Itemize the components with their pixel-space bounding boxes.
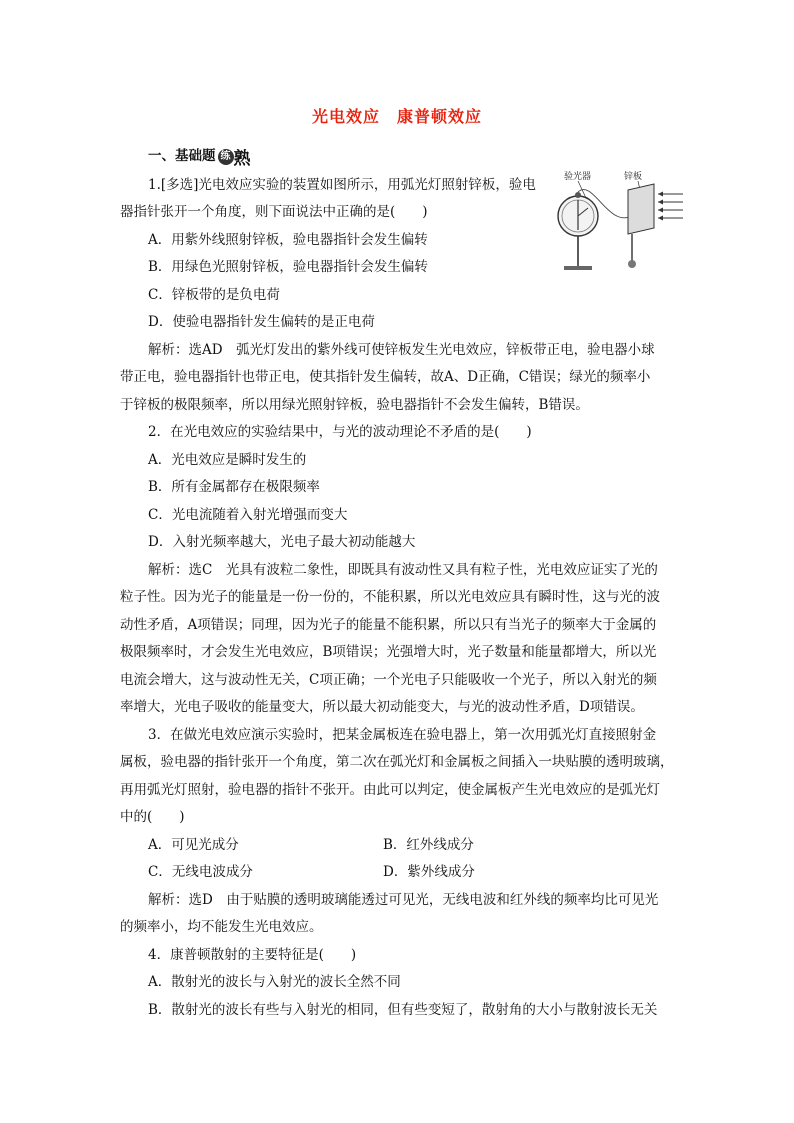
figure-label-electroscope: 验光器 bbox=[564, 171, 592, 181]
q3-analysis-line1: 解析：选D 由于贴膜的透明玻璃能透过可见光，无线电波和红外线的频率均比可见光 bbox=[148, 892, 659, 908]
q3-option-b: B．红外线成分 bbox=[383, 837, 474, 853]
q2-stem: 2．在光电效应的实验结果中，与光的波动理论不矛盾的是( ) bbox=[148, 424, 532, 440]
q4-option-b: B．散射光的波长有些与入射光的相同，但有些变短了，散射角的大小与散射波长无关 bbox=[148, 1002, 658, 1018]
zinc-plate-icon bbox=[628, 184, 654, 234]
q3-stem-line1: 3．在做光电效应演示实验时，把某金属板连在验电器上，第一次用弧光灯直接照射金 bbox=[148, 727, 657, 743]
q1-analysis-line2: 带正电，验电器指针也带正电，使其指针发生偏转，故A、D正确，C错误；绿光的频率小 bbox=[120, 369, 651, 385]
q2-analysis-line4: 极限频率时，才会发生光电效应，B项错误；光强增大时，光子数量和能量都增大，所以光 bbox=[120, 644, 657, 660]
section-label: 一、基础题 bbox=[148, 148, 216, 164]
q2-option-d: D．入射光频率越大，光电子最大初动能越大 bbox=[148, 534, 416, 550]
q3-stem-line4: 中的( ) bbox=[120, 809, 185, 825]
practice-badge-icon: 练 bbox=[218, 149, 234, 165]
q1-option-b: B．用绿色光照射锌板，验电器指针会发生偏转 bbox=[148, 259, 428, 275]
q2-analysis-line5: 电流会增大，这与波动性无关，C项正确；一个光电子只能吸收一个光子，所以入射光的频 bbox=[120, 672, 657, 688]
q1-option-a: A．用紫外线照射锌板，验电器指针会发生偏转 bbox=[148, 232, 428, 248]
q3-option-d: D．紫外线成分 bbox=[383, 864, 475, 880]
q1-stem-line2: 器指针张开一个角度，则下面说法中正确的是( ) bbox=[120, 204, 428, 220]
q1-stem-line1: 1.[多选]光电效应实验的装置如图所示，用弧光灯照射锌板，验电 bbox=[148, 177, 536, 193]
q2-option-a: A．光电效应是瞬时发生的 bbox=[148, 452, 307, 468]
figure-label-zinc-plate: 锌板 bbox=[624, 171, 643, 181]
q1-option-d: D．使验电器指针发生偏转的是正电荷 bbox=[148, 314, 375, 330]
q3-stem-line3: 再用弧光灯照射，验电器的指针不张开。由此可以判定，使金属板产生光电效应的是弧光灯 bbox=[120, 782, 660, 798]
q1-analysis-line1: 解析：选AD 弧光灯发出的紫外线可使锌板发生光电效应，锌板带正电，验电器小球 bbox=[148, 342, 655, 358]
section-shu: 熟 bbox=[233, 149, 251, 169]
q2-analysis-line2: 粒子性。因为光子的能量是一份一份的，不能积累，所以光电效应具有瞬时性，这与光的波 bbox=[120, 589, 660, 605]
q4-stem: 4．康普顿散射的主要特征是( ) bbox=[148, 947, 357, 963]
electroscope-figure bbox=[548, 168, 688, 278]
q3-stem-line2: 属板，验电器的指针张开一个角度，第二次在弧光灯和金属板之间插入一块贴膜的透明玻璃， bbox=[120, 754, 674, 770]
q2-analysis-line3: 动性矛盾，A项错误；同理，因为光子的能量不能积累，所以只有当光子的频率大于金属的 bbox=[120, 617, 657, 633]
section-heading bbox=[148, 144, 251, 169]
q3-option-a: A．可见光成分 bbox=[148, 837, 239, 853]
q2-analysis-line1: 解析：选C 光具有波粒二象性，即既具有波动性又具有粒子性，光电效应证实了光的 bbox=[148, 562, 658, 578]
q1-option-c: C．锌板带的是负电荷 bbox=[148, 287, 280, 303]
q1-analysis-line3: 于锌板的极限频率，所以用绿光照射锌板，验电器指针不会发生偏转，B错误。 bbox=[120, 397, 589, 413]
q2-option-b: B．所有金属都存在极限频率 bbox=[148, 479, 320, 495]
page-title: 光电效应 康普顿效应 bbox=[311, 107, 482, 126]
q2-analysis-line6: 率增大，光电子吸收的能量变大，所以最大初动能变大，与光的波动性矛盾，D项错误。 bbox=[120, 699, 644, 715]
q3-option-c: C．无线电波成分 bbox=[148, 864, 253, 880]
q2-option-c: C．光电流随着入射光增强而变大 bbox=[148, 507, 348, 523]
q3-analysis-line2: 的频率小，均不能发生光电效应。 bbox=[120, 919, 323, 935]
q4-option-a: A．散射光的波长与入射光的波长全然不同 bbox=[148, 974, 401, 990]
